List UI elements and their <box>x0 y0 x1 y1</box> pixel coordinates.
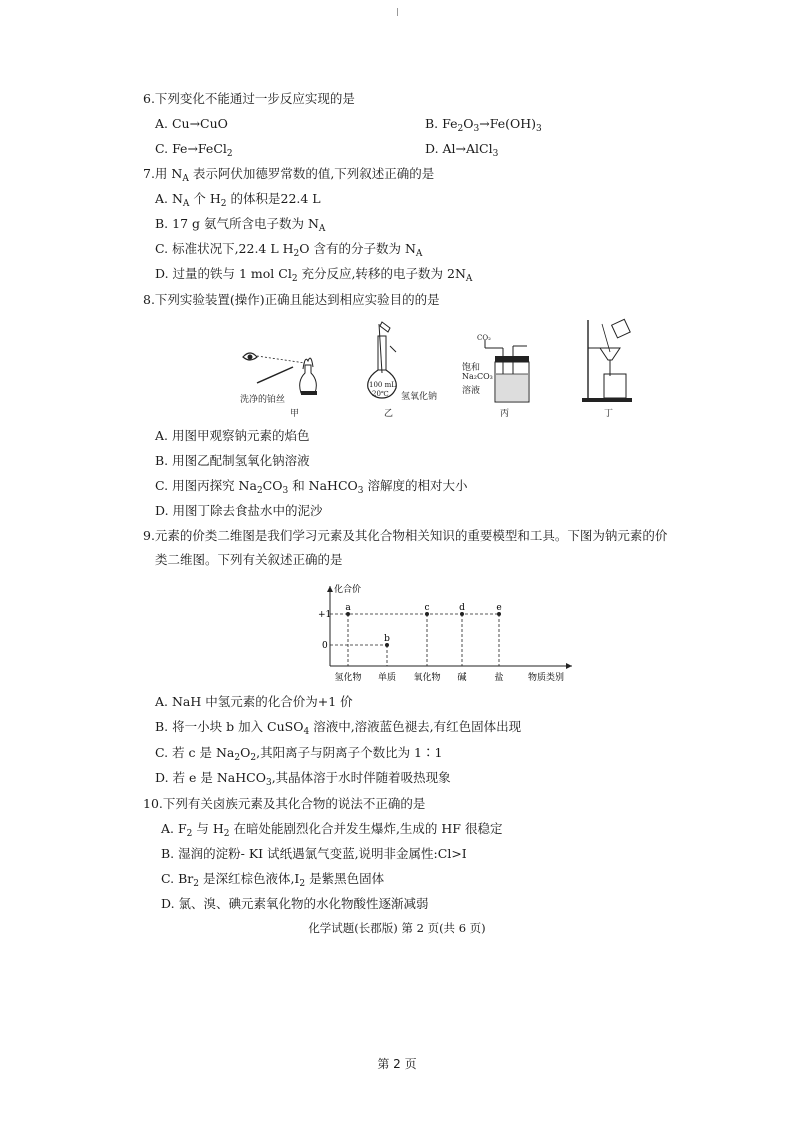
q6-stem: 6.下列变化不能通过一步反应实现的是 <box>143 91 355 106</box>
x-tick-label: 氧化物 <box>413 673 441 683</box>
q9-option-b: B. 将一小块 b 加入 CuSO$_4$ 溶液中,溶液蓝色褪去,有红色固体出现 <box>155 719 522 737</box>
top-tick-mark <box>397 8 398 16</box>
point-label: b <box>384 634 390 644</box>
q8-option-c: C. 用图丙探究 $Na_2CO_3$ 和 NaHCO$_3$ 溶解度的相对大小 <box>155 478 468 496</box>
y-tick-label: 0 <box>322 641 328 651</box>
q10-stem: 10.下列有关卤族元素及其化合物的说法不正确的是 <box>143 796 426 811</box>
exam-footer: 化学试题(长郡版) 第 2 页(共 6 页) <box>308 921 486 935</box>
point-label: e <box>496 603 502 613</box>
fig-bing-label-2: Na₂CO₃ <box>462 372 493 381</box>
fig-jia-wire-label: 洗净的铂丝 <box>240 395 286 405</box>
point-label: a <box>345 603 351 613</box>
q9-option-d: D. 若 e 是 NaHCO$_3$,其晶体溶于水时伴随着吸热现象 <box>155 770 451 788</box>
x-tick-label: 单质 <box>377 673 397 683</box>
q6-option-c: C. Fe→FeCl$_2$ <box>155 141 233 159</box>
fig-yi-naoh-label: 氢氧化钠 <box>401 392 438 402</box>
q7-option-b: B. 17 g 氨气所含电子数为 $N_A$ <box>155 216 326 234</box>
fig-ding-caption: 丁 <box>604 409 614 419</box>
q7-option-a: A. $N_A$ 个 $H_2$ 的体积是22.4 L <box>155 191 321 209</box>
q10-option-d: D. 氯、溴、碘元素氧化物的水化物酸性逐渐减弱 <box>161 896 429 911</box>
fig-yi-temp-label: 20℃ <box>372 390 389 398</box>
q7-option-c: C. 标准状况下,22.4 L $H_2O$ 含有的分子数为 $N_A$ <box>155 241 423 259</box>
fig-yi-caption: 乙 <box>384 409 394 419</box>
q10-option-c: C. $Br_2$ 是深红棕色液体$,I_2$ 是紫黑色固体 <box>161 871 385 889</box>
q6-option-a: A. Cu→CuO <box>155 116 228 131</box>
q9-stem-line1: 9.元素的价类二维图是我们学习元素及其化合物相关知识的重要模型和工具。下图为钠元素的价 <box>143 528 668 543</box>
q7-stem: 7.用 $N_A$ 表示阿伏加德罗常数的值,下列叙述正确的是 <box>143 166 435 184</box>
q6-option-d: D. Al→AlCl$_3$ <box>425 141 499 159</box>
q8-option-d: D. 用图丁除去食盐水中的泥沙 <box>155 503 323 518</box>
fig-bing-label-3: 溶液 <box>462 386 481 396</box>
q10-option-a: A. $F_2$ 与 $H_2$ 在暗处能剧烈化合并发生爆炸,生成的 HF 很稳定 <box>161 821 503 839</box>
fig-bing-gas-label: CO₂ <box>477 334 491 342</box>
x-tick-label: 碱 <box>457 673 467 683</box>
q7-option-d: D. 过量的铁与 1 mol $Cl_2$ 充分反应,转移的电子数为 $2N_A$ <box>155 266 473 284</box>
fig-bing-label-1: 饱和 <box>462 363 481 373</box>
x-tick-label: 盐 <box>494 673 504 683</box>
q8-option-b: B. 用图乙配制氢氧化钠溶液 <box>155 453 310 468</box>
q10-option-b: B. 湿润的淀粉- KI 试纸遇氯气变蓝,说明非金属性:Cl>I <box>161 846 467 861</box>
x-axis-label: 物质类别 <box>528 673 565 683</box>
x-tick-label: 氢化物 <box>334 673 362 683</box>
q9-option-c: C. 若 c 是 $Na_2O_2$,其阳离子与阴离子个数比为 1∶1 <box>155 745 443 763</box>
fig-bing-caption: 丙 <box>500 409 510 419</box>
q8-stem: 8.下列实验装置(操作)正确且能达到相应实验目的的是 <box>143 292 440 307</box>
q9-option-a: A. NaH 中氢元素的化合价为+1 价 <box>155 694 353 709</box>
q9-stem-line2: 类二维图。下列有关叙述正确的是 <box>155 552 343 567</box>
point-label: d <box>459 603 465 613</box>
q6-option-b: B. $Fe_2O_3\to Fe(OH)_3$ <box>425 116 542 134</box>
y-tick-label: +1 <box>318 610 332 620</box>
y-axis-arrow <box>327 586 333 592</box>
fig-yi-volume-label: 100 mL <box>369 381 396 389</box>
y-axis-label: 化合价 <box>334 585 362 595</box>
x-axis-arrow <box>566 663 572 669</box>
q8-option-a: A. 用图甲观察钠元素的焰色 <box>155 428 310 443</box>
figure-ding-filtration <box>580 318 640 404</box>
fig-jia-caption: 甲 <box>290 409 300 419</box>
page-number: 第 2 页 <box>377 1057 417 1071</box>
point-label: c <box>424 603 430 613</box>
valence-class-chart <box>310 578 580 686</box>
